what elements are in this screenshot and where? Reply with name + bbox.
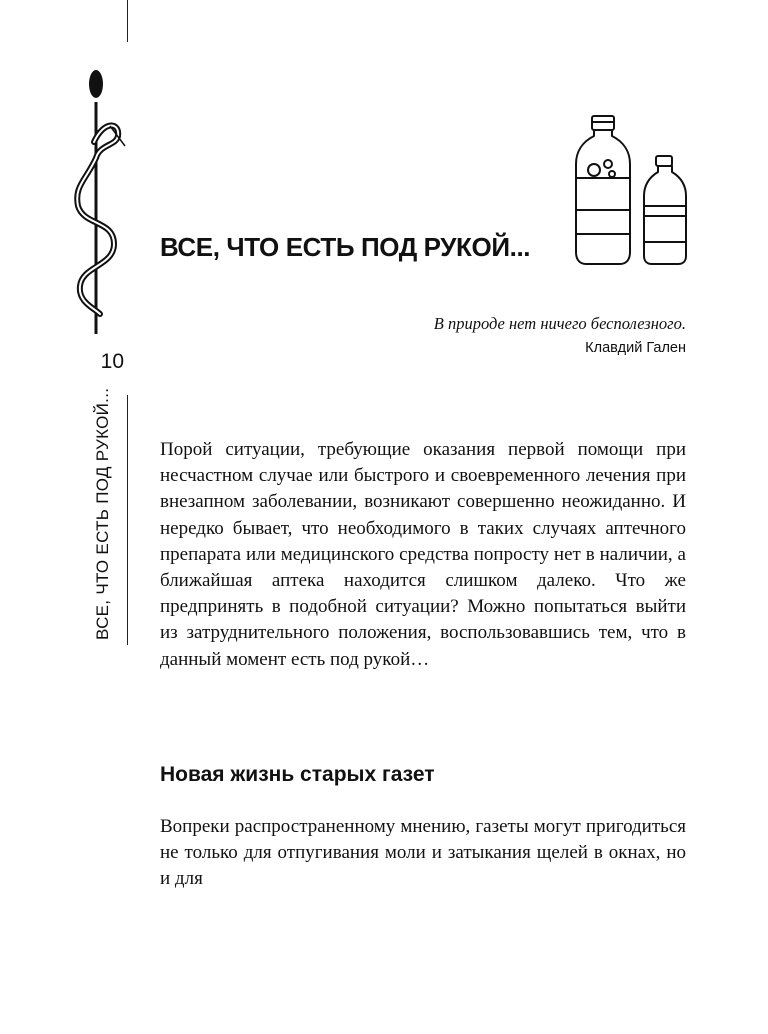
page-number: 10 <box>100 350 124 373</box>
margin-rule-top <box>127 0 128 42</box>
epigraph-text: В природе нет ничего бесполезного. <box>433 314 686 333</box>
section-heading: Новая жизнь старых газет <box>160 763 435 786</box>
epigraph <box>434 314 686 356</box>
water-bottles-illustration <box>572 112 694 268</box>
running-head: ВСЕ, ЧТО ЕСТЬ ПОД РУКОЙ... <box>93 387 112 640</box>
margin-rule-bottom <box>127 395 128 645</box>
body-paragraph: Вопреки распространенному мнению, газеты могут пригодиться не только для отпугивания моли и затыкания щелей в окнах, но и для <box>160 816 686 890</box>
body-paragraph: Порой ситуации, требующие оказания первой помощи при несчастном случае или быстрого и своевременного лечения при внезапном заболевании, возникают совершенно неожиданно. И нередко бывает, что необходимого в таких случаях аптечного препарата или медицинского средства попросту нет в наличии, а ближайшая аптека находится слишком далеко. Что же предпринять в подобной ситуации? Можно попытаться выйти из затруднительного положения, воспользовавшись тем, что в данный момент есть под рукой… <box>160 439 686 670</box>
snake-staff-icon <box>70 62 126 342</box>
epigraph-author: Клавдий Гален <box>585 340 686 356</box>
chapter-title: ВСЕ, ЧТО ЕСТЬ ПОД РУКОЙ... <box>160 232 531 262</box>
